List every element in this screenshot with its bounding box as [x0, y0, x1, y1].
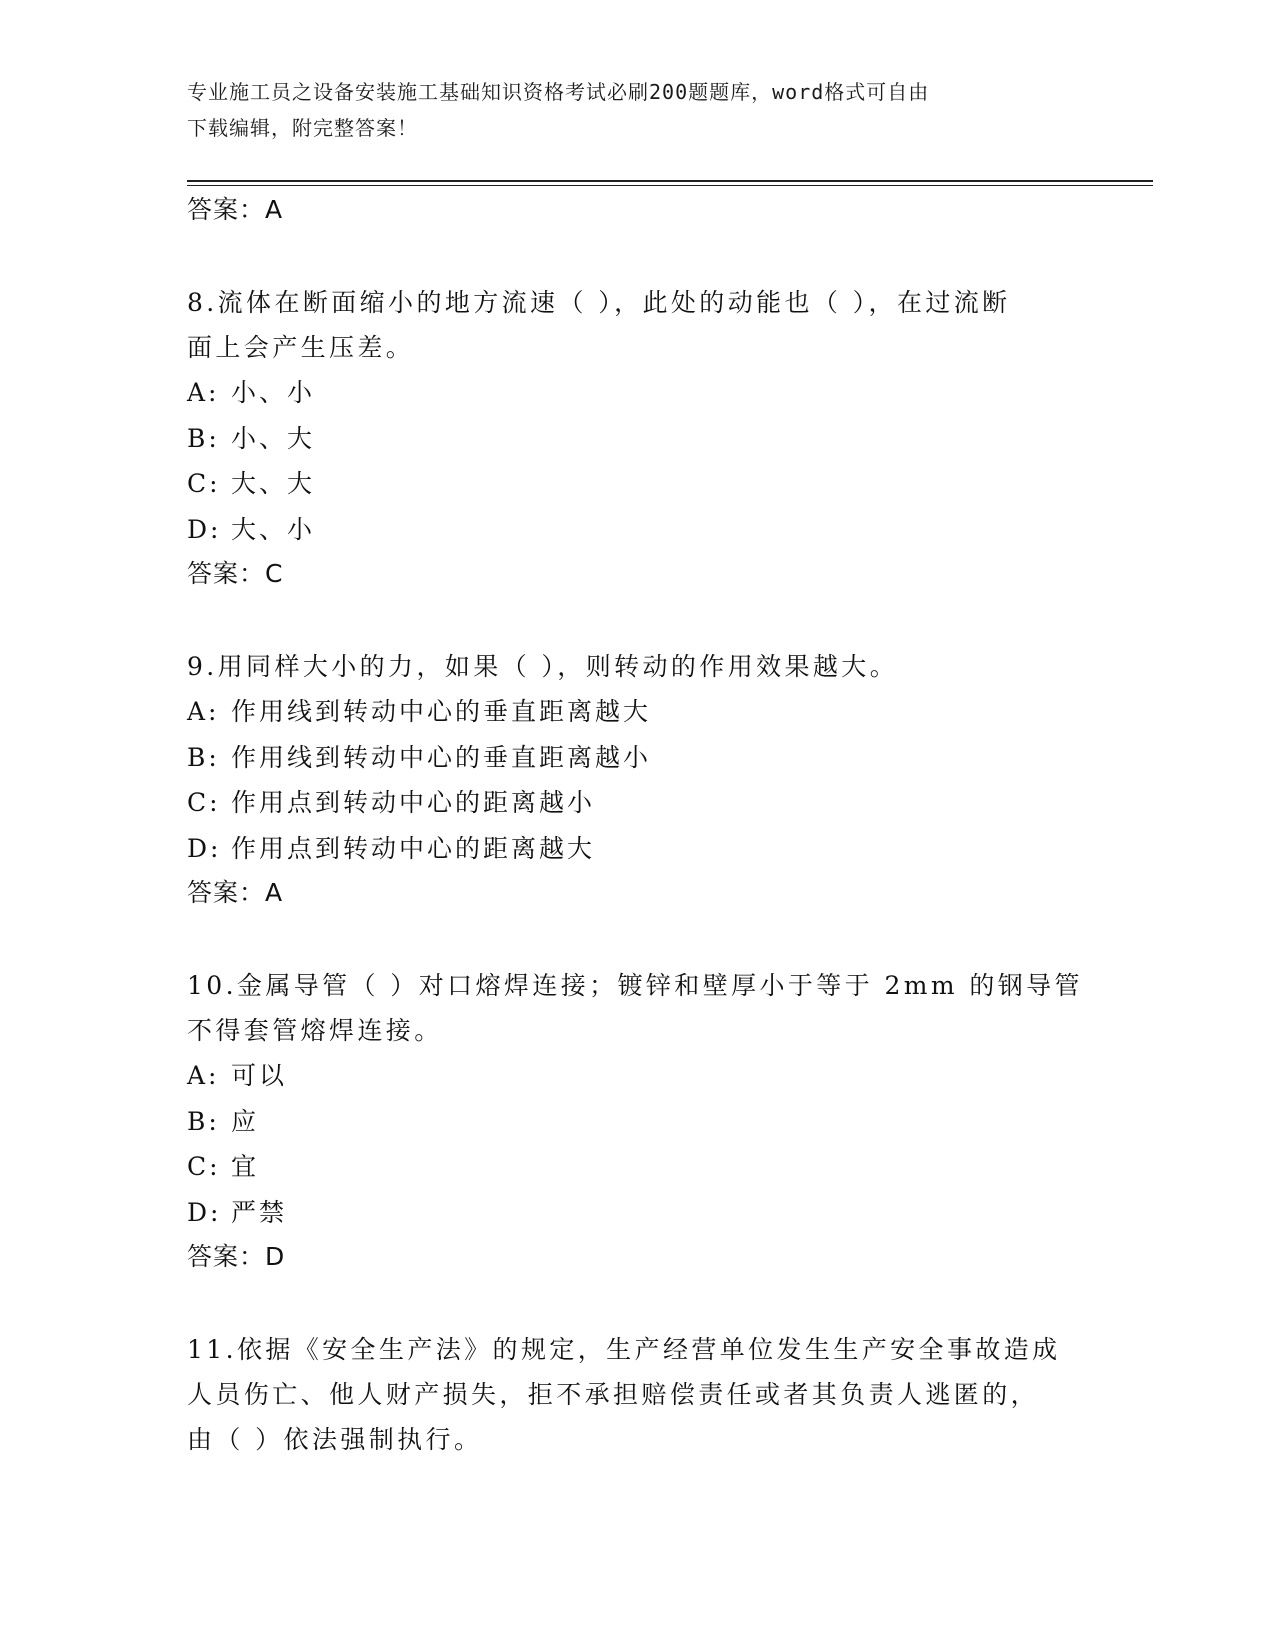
- option-b: [187, 1099, 1087, 1145]
- header-line-1: 专业施工员之设备安装施工基础知识资格考试必刷200题题库，word格式可自由: [187, 80, 930, 104]
- question-text-line: 不得套管熔焊连接。: [187, 1016, 443, 1045]
- option-text: 大、大: [231, 469, 316, 498]
- option-a: [187, 689, 1087, 735]
- option-c: [187, 1144, 1087, 1190]
- question-block: [187, 644, 1087, 915]
- question-text-line: 人员伤亡、他人财产损失，拒不承担赔偿责任或者其负责人逃匿的，: [187, 1380, 1040, 1409]
- option-letter: D:: [187, 514, 222, 544]
- option-letter: A:: [187, 378, 220, 407]
- option-letter: B:: [187, 1106, 220, 1136]
- question-block: [187, 280, 1087, 596]
- option-text: 应: [231, 1106, 260, 1136]
- answer-line: 答案：A: [187, 878, 284, 907]
- question-text-line: 10.金属导管（ ）对口熔焊连接；镀锌和壁厚小于等于 2mm 的钢导管: [187, 971, 1083, 1000]
- option-d: [187, 507, 1087, 553]
- option-text: 宜: [231, 1152, 260, 1181]
- option-text: 可以: [231, 1061, 288, 1090]
- question-text-line: 8.流体在断面缩小的地方流速（ ），此处的动能也（ ），在过流断: [187, 288, 1011, 317]
- option-letter: C:: [187, 1152, 221, 1181]
- option-text: 小、大: [231, 423, 316, 453]
- option-text: 小、小: [231, 378, 316, 407]
- answer-line: 答案：C: [187, 559, 284, 588]
- header-rule-thin: [187, 185, 1153, 186]
- answer-line: 答案：D: [187, 1242, 286, 1271]
- document-body: [187, 188, 1087, 1462]
- answer-line: 答案：A: [187, 195, 284, 224]
- option-letter: D:: [187, 1197, 222, 1227]
- option-text: 作用线到转动中心的垂直距离越小: [231, 742, 652, 772]
- option-c: [187, 461, 1087, 507]
- option-b: [187, 735, 1087, 781]
- header-rule-thick: [187, 180, 1153, 182]
- option-letter: B:: [187, 742, 220, 772]
- option-b: [187, 416, 1087, 462]
- option-text: 作用线到转动中心的垂直距离越大: [231, 697, 652, 726]
- question-text-line: 11.依据《安全生产法》的规定，生产经营单位发生生产安全事故造成: [187, 1335, 1061, 1364]
- option-text: 严禁: [231, 1197, 288, 1227]
- question-block: [187, 1327, 1087, 1462]
- question-text-line: 9.用同样大小的力，如果（ ），则转动的作用效果越大。: [187, 652, 899, 681]
- option-d: [187, 1190, 1087, 1236]
- option-letter: C:: [187, 788, 221, 817]
- option-letter: B:: [187, 423, 220, 453]
- option-a: [187, 370, 1087, 416]
- option-text: 大、小: [231, 514, 316, 544]
- option-text: 作用点到转动中心的距离越大: [231, 833, 596, 863]
- header-line-2: 下载编辑，附完整答案！: [187, 116, 418, 140]
- option-letter: A:: [187, 697, 220, 726]
- option-a: [187, 1053, 1087, 1099]
- question-block: [187, 963, 1087, 1279]
- option-text: 作用点到转动中心的距离越小: [231, 788, 596, 817]
- question-text-line: 面上会产生压差。: [187, 333, 415, 362]
- option-letter: A:: [187, 1061, 220, 1090]
- question-text-line: 由（ ）依法强制执行。: [187, 1425, 483, 1454]
- option-c: [187, 780, 1087, 826]
- option-letter: D:: [187, 833, 222, 863]
- option-d: [187, 826, 1087, 872]
- document-header: [187, 74, 1067, 146]
- option-letter: C:: [187, 469, 221, 498]
